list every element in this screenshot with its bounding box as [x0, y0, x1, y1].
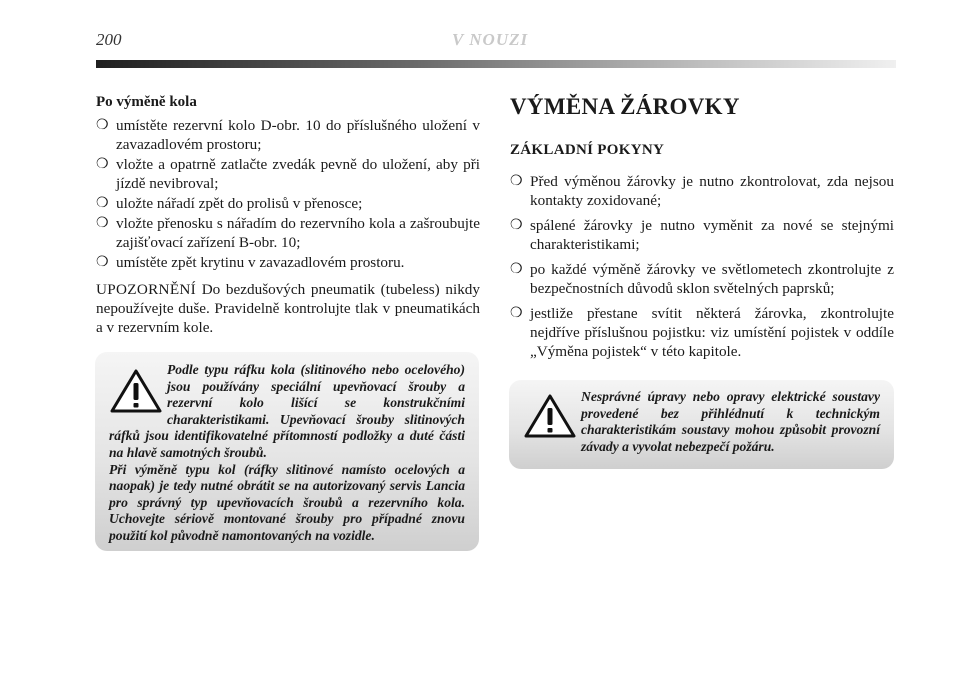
list-item-text: vložte přenosku s nářadím do rezervního kola a zašroubujte zajišťovací zařízení B-obr. 10;	[116, 215, 480, 251]
list-item-text: umístěte zpět krytinu v zavazadlovém prostoru.	[116, 254, 405, 271]
list-item	[510, 260, 894, 298]
after-wheel-change-subtitle: Po výměně kola	[96, 94, 197, 110]
list-item-text: umístěte rezervní kolo D-obr. 10 do příslušného uložení v zavazadlovém prostoru;	[116, 117, 480, 153]
warning-box-wheel-bolts	[95, 352, 479, 551]
page-number: 200	[96, 30, 122, 49]
bullet-icon: ❍	[510, 262, 523, 277]
warning-text-2: Při výměně typu kol (ráfky slitinové namísto ocelových a naopak) je tedy nutné obrátit se na autorizovaný servis Lancia pro správný typ upevňovacích šroubů a rezervního kola. Uchovejte sériově montované šrouby pro případné znovu použití kol původně namontovaných na vozidle.	[109, 461, 465, 543]
right-bullet-list	[510, 172, 894, 361]
section-subheading: ZÁKLADNÍ POKYNY	[510, 142, 665, 158]
bullet-icon: ❍	[96, 157, 109, 172]
warning-text-1: Podle typu ráfku kola (slitinového nebo ocelového) jsou používány speciální upevňovací šrouby a rezervní kolo lišící se konstrukčními charakteristikami. Upevňovací šrouby slitinových ráfků jsou identifikovatelné přítomností podložky a duté části na hlavě samotných šroubů.	[109, 362, 465, 460]
list-item-text: jestliže přestane svítit některá žárovka, zkontrolujte nejdříve příslušnou pojistku: viz umístění pojistek v oddíle „Výměna pojistek“ v této kapitole.	[530, 305, 894, 360]
note-label: UPOZORNĚNÍ	[96, 281, 197, 298]
header-rule	[96, 60, 896, 68]
list-item-text: vložte a opatrně zatlačte zvedák pevně do uložení, aby při jízdě nevibroval;	[116, 156, 480, 192]
page-title: VÝMĚNA ŽÁROVKY	[510, 94, 740, 119]
note-text: Do bezdušových pneumatik (tubeless) nikdy nepoužívejte duše. Pravidelně kontrolujte tlak v pneumatikách a v rezervním kole.	[96, 281, 480, 336]
bullet-icon: ❍	[96, 255, 109, 270]
list-item	[96, 214, 480, 252]
bullet-icon: ❍	[96, 196, 109, 211]
list-item	[96, 155, 480, 193]
list-item-text: spálené žárovky je nutno vyměnit za nové se stejnými charakteristikami;	[530, 217, 894, 253]
list-item	[96, 253, 480, 272]
list-item	[96, 194, 480, 213]
tubeless-note	[96, 280, 480, 337]
warning-box-electrical	[509, 380, 894, 469]
right-column	[510, 93, 894, 367]
left-bullet-list	[96, 116, 480, 272]
list-item	[96, 116, 480, 154]
list-item	[510, 172, 894, 210]
list-item-text: Před výměnou žárovky je nutno zkontrolovat, zda nejsou kontakty zoxidované;	[530, 173, 894, 209]
warning-triangle-icon	[523, 393, 577, 439]
bullet-icon: ❍	[510, 218, 523, 233]
bullet-icon: ❍	[96, 216, 109, 231]
warning-text-electrical: Nesprávné úpravy nebo opravy elektrické soustavy provedené bez přihlédnutí k technickým charakteristikám soustavy mohou způsobit provozní závady a vyvolat nebezpečí požáru.	[581, 389, 880, 454]
list-item	[510, 304, 894, 361]
left-column	[96, 93, 480, 352]
list-item-text: po každé výměně žárovky ve světlometech zkontrolujte z bezpečnostních důvodů sklon světelných paprsků;	[530, 261, 894, 297]
section-header: V NOUZI	[452, 30, 529, 49]
bullet-icon: ❍	[510, 306, 523, 321]
bullet-icon: ❍	[510, 174, 523, 189]
list-item-text: uložte nářadí zpět do prolisů v přenosce;	[116, 195, 363, 212]
list-item	[510, 216, 894, 254]
bullet-icon: ❍	[96, 118, 109, 133]
warning-triangle-icon	[109, 368, 163, 414]
